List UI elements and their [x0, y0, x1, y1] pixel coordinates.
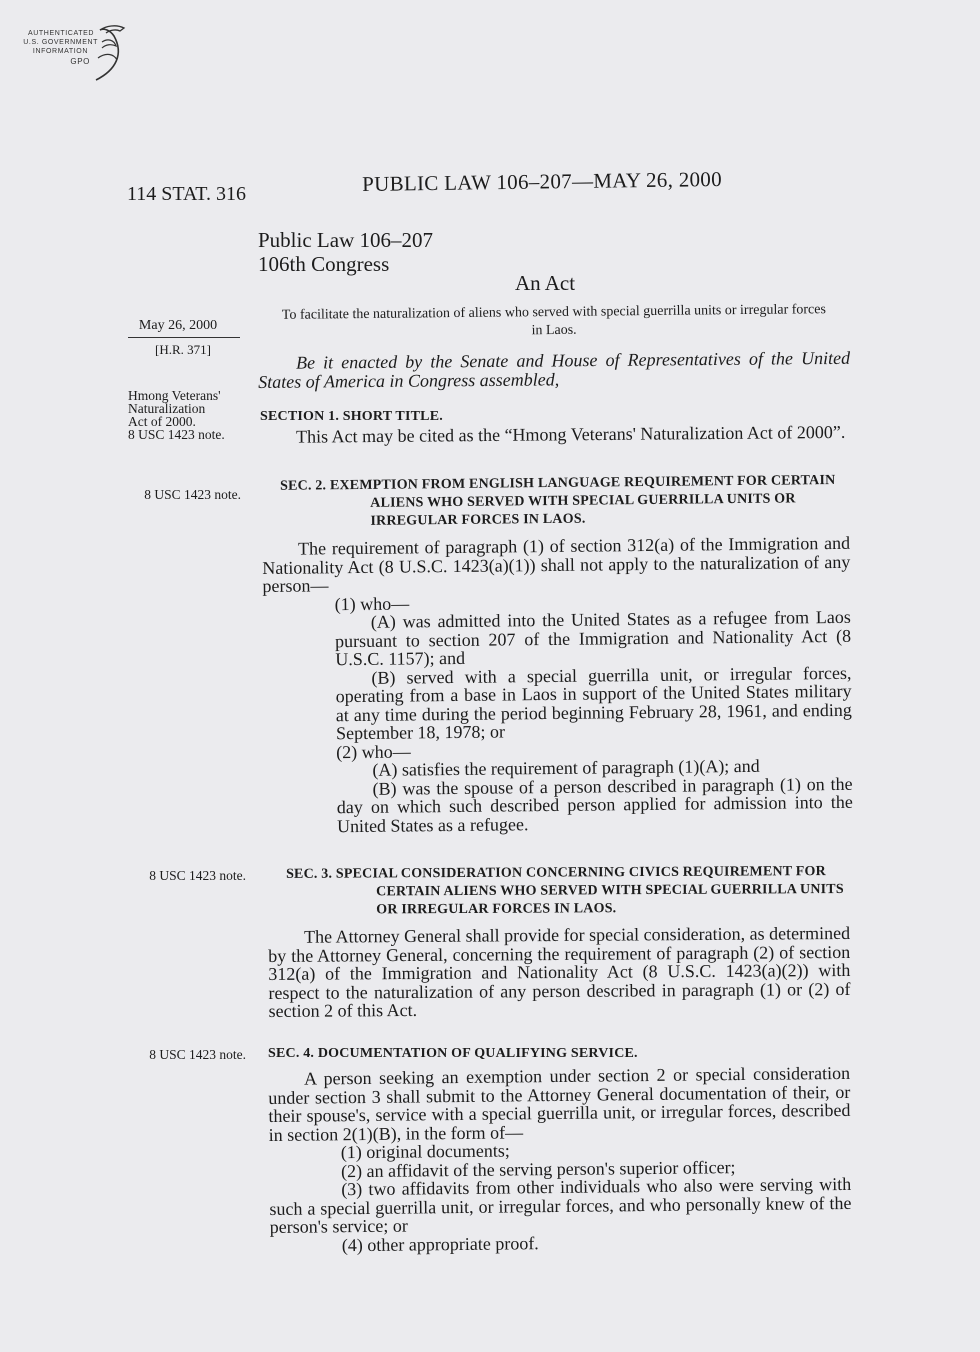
margin-divider — [128, 337, 240, 338]
section-2-para-2a: (A) satisfies the requirement of paragraph (1)(A); and — [372, 755, 760, 780]
enacting-clause — [258, 349, 850, 391]
usc-note-sec4: 8 USC 1423 note. — [149, 1047, 246, 1062]
section-2-heading-text: SEC. 2. EXEMPTION FROM ENGLISH LANGUAGE REQUIREMENT FOR CERTAIN ALIENS WHO SERVED WITH SPECIAL GUERRILLA UNITS OR IRREGULAR FORCES IN LAOS. — [280, 472, 836, 529]
section-2-heading — [262, 472, 851, 532]
short-title-note-line: 8 USC 1423 note. — [128, 427, 225, 442]
seal-text-authenticated: AUTHENTICATED — [27, 30, 94, 37]
public-law-number: Public Law 106–207 — [258, 228, 433, 252]
running-head: PUBLIC LAW 106–207—MAY 26, 2000 — [362, 166, 723, 196]
section-2-body — [262, 534, 853, 836]
short-title-note-line: Act of 2000. — [128, 414, 196, 429]
eagle-icon — [90, 22, 130, 84]
section-4-body — [268, 1064, 852, 1255]
section-4-intro: A person seeking an exemption under section 2 or special consideration under section 3 shall submit to the Attorney General documentation of their, or their spouse's, service with a special guerrilla unit, or irregular forces, described in section 2(1)(B), in the form of— — [268, 1062, 851, 1145]
section-4-heading: SEC. 4. DOCUMENTATION OF QUALIFYING SERVICE. — [268, 1046, 638, 1061]
act-heading: An Act — [515, 271, 576, 295]
section-3-heading-text: SEC. 3. SPECIAL CONSIDERATION CONCERNING CIVICS REQUIREMENT FOR CERTAIN ALIENS WHO SERVED WITH SPECIAL GUERRILLA UNITS OR IRREGULAR FORCES IN LAOS. — [286, 864, 844, 918]
short-title-margin-note — [128, 389, 248, 441]
section-4-item-2: (2) an affidavit of the serving person's superior officer; — [340, 1156, 736, 1181]
usc-note-sec2: 8 USC 1423 note. — [144, 487, 241, 502]
section-4-item-4: (4) other appropriate proof. — [341, 1232, 539, 1255]
section-2-para-2b: (B) was the spouse of a person described in paragraph (1) on the day on which such described person applied for admission into the United States as a refugee. — [336, 773, 853, 836]
seal-text-government: U.S. GOVERNMENT — [23, 39, 98, 46]
title-block — [258, 228, 433, 276]
section-3-body — [268, 924, 851, 1021]
section-1-heading: SECTION 1. SHORT TITLE. — [260, 409, 443, 424]
seal-text-information: INFORMATION — [32, 48, 88, 55]
short-title-note-line: Naturalization — [128, 401, 206, 416]
section-4-item-1: (1) original documents; — [340, 1140, 510, 1163]
act-purpose: To facilitate the naturalization of aliens who served with special guerrilla units or irregular forces in Laos. — [281, 302, 826, 339]
section-2-para-1a: (A) was admitted into the United States as a refugee from Laos pursuant to section 207 of the Immigration and Nationality Act (8 U.S.C. 1157); and — [334, 606, 852, 670]
section-2-para-1b: (B) served with a special guerrilla unit, or irregular forces, operating from a base in Laos in support of the United States military at any time during the period beginning February 28, 1961, and ending September 18, 1978; or — [335, 662, 852, 744]
section-2-para-1: (1) who— — [334, 592, 410, 614]
statute-page-number: 114 STAT. 316 — [127, 183, 246, 205]
bill-number-note: [H.R. 371] — [155, 342, 211, 357]
congress-number: 106th Congress — [258, 252, 390, 276]
seal-text-gpo: GPO — [70, 57, 90, 66]
section-3-text: The Attorney General shall provide for special consideration, as determined by the Attorney General, concerning the requirement of paragraph (2) of section 312(a) of the Immigration and Nationality Act (8 U.S.C. 1423(a)(2)) with respect to the naturalization of any person described in paragraph (1) or (2) of section 2 of this Act. — [268, 922, 851, 1021]
enactment-date-note: May 26, 2000 — [138, 318, 218, 333]
section-2-para-2: (2) who— — [336, 740, 411, 762]
usc-note-sec3: 8 USC 1423 note. — [149, 868, 246, 883]
section-2-intro: The requirement of paragraph (1) of section 312(a) of the Immigration and Nationality Act (8 U.S.C. 1423(a)(1)) shall not apply to the naturalization of any person— — [262, 532, 851, 596]
section-1-body — [260, 423, 850, 447]
short-title-note-line: Hmong Veterans' — [128, 388, 221, 403]
enacting-clause-text: Be it enacted by the Senate and House of Representatives of the United States of America in Congress assembled, — [258, 347, 851, 392]
section-3-heading — [268, 863, 850, 920]
section-1-text: This Act may be cited as the “Hmong Veterans' Naturalization Act of 2000”. — [295, 421, 846, 447]
section-4-item-3: (3) two affidavits from other individuals who also were serving with such a special guerrilla unit, or irregular forces, and who personally knew of the person's service; or — [269, 1173, 852, 1237]
gpo-authentication-seal — [8, 22, 128, 84]
